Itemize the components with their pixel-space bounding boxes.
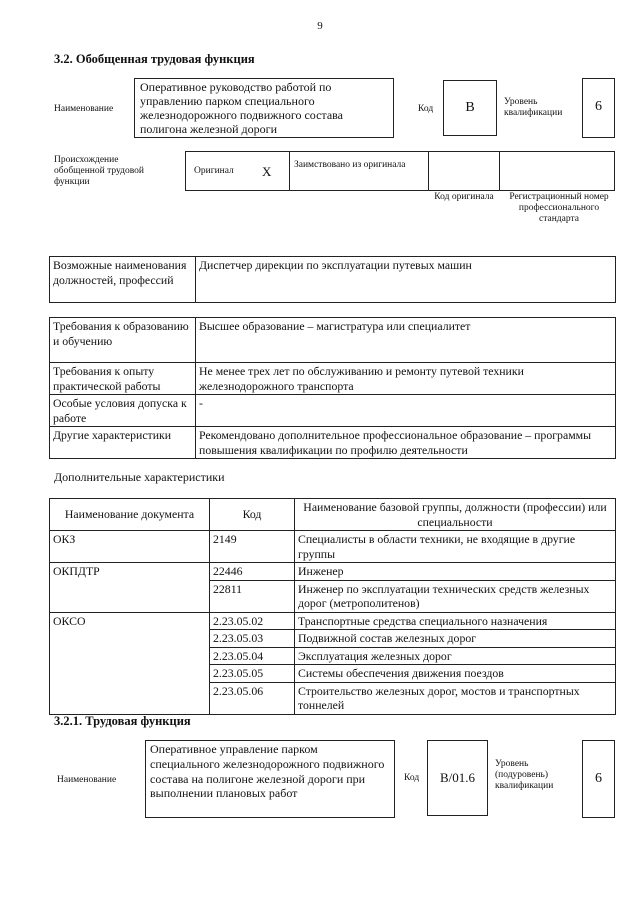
additional-heading: Дополнительные характеристики [54,470,225,484]
requirement-value: - [196,395,616,427]
requirement-label: Особые условия допуска к работе [50,395,196,427]
page-number: 9 [317,20,323,32]
name-cell: Эксплуатация железных дорог [295,647,616,665]
requirement-label: Требования к образованию и обучению [50,318,196,363]
origin-label: Происхождение обобщенной трудовой функции [54,155,144,187]
requirement-value: Высшее образование – магистратура или специалитет [196,318,616,363]
requirement-label: Другие характеристики [50,427,196,459]
subsection-heading: 3.2.1. Трудовая функция [54,714,191,728]
level-value: 6 [582,78,615,138]
original-label: Оригинал [194,166,234,176]
section-heading: 3.2. Обобщенная трудовая функция [54,52,255,66]
name-cell: Подвижной состав железных дорог [295,630,616,648]
name-label: Наименование [54,104,114,114]
code-value: B/01.6 [427,740,488,816]
level-value: 6 [582,740,615,818]
code-cell: 22446 [210,563,295,581]
code-cell: 2.23.05.04 [210,647,295,665]
name-cell: Специалисты в области техники, не входящие в другие группы [295,531,616,563]
code-cell: 2.23.05.05 [210,665,295,683]
requirement-value: Не менее трех лет по обслуживанию и ремонту путевой техники железнодорожного транспорта [196,363,616,395]
generalized-function-name: Оперативное руководство работой по управлению парком специального железнодорожного подвижного состава полигона железной дороги [134,78,394,138]
borrowed-label: Заимствовано из оригинала [294,160,406,170]
name-cell: Системы обеспечения движения поездов [295,665,616,683]
doc-cell: ОКЗ [50,531,210,563]
code-cell: 2149 [210,531,295,563]
name-label: Наименование [57,775,117,785]
original-mark: X [262,164,272,179]
code-label: Код [404,773,420,783]
positions-value: Диспетчер дирекции по эксплуатации путевых машин [196,257,616,303]
code-cell: 2.23.05.02 [210,612,295,630]
requirement-value: Рекомендовано дополнительное профессиональное образование – программы повышения квалификации по профилю деятельности [196,427,616,459]
requirement-label: Требования к опыту практической работы [50,363,196,395]
name-cell: Строительство железных дорог, мостов и транспортных тоннелей [295,682,616,714]
doc-cell: ОКСО [50,612,210,714]
level-label: Уровень квалификации [504,97,563,118]
code-cell: 22811 [210,580,295,612]
name-cell: Транспортные средства специального назначения [295,612,616,630]
code-cell: 2.23.05.06 [210,682,295,714]
labor-function-name: Оперативное управление парком специального железнодорожного подвижного состава на полигоне железной дороги при выполнении плановых работ [145,740,395,818]
code-original-caption: Код оригинала [434,192,494,202]
code-cell: 2.23.05.03 [210,630,295,648]
code-label: Код [418,104,434,114]
requirements-table [49,317,616,459]
column-header: Наименование базовой группы, должности (профессии) или специальности [295,499,616,531]
name-cell: Инженер [295,563,616,581]
positions-table [49,256,616,303]
additional-table [49,498,616,715]
level-label: Уровень (подуровень) квалификации [495,759,554,791]
origin-table [185,151,615,191]
code-value: В [443,80,497,136]
reg-number-caption: Регистрационный номер профессионального стандарта [509,192,609,224]
column-header: Код [210,499,295,531]
doc-cell: ОКПДТР [50,563,210,613]
name-cell: Инженер по эксплуатации технических средств железных дорог (метрополитенов) [295,580,616,612]
positions-label: Возможные наименования должностей, профессий [50,257,196,303]
column-header: Наименование документа [50,499,210,531]
